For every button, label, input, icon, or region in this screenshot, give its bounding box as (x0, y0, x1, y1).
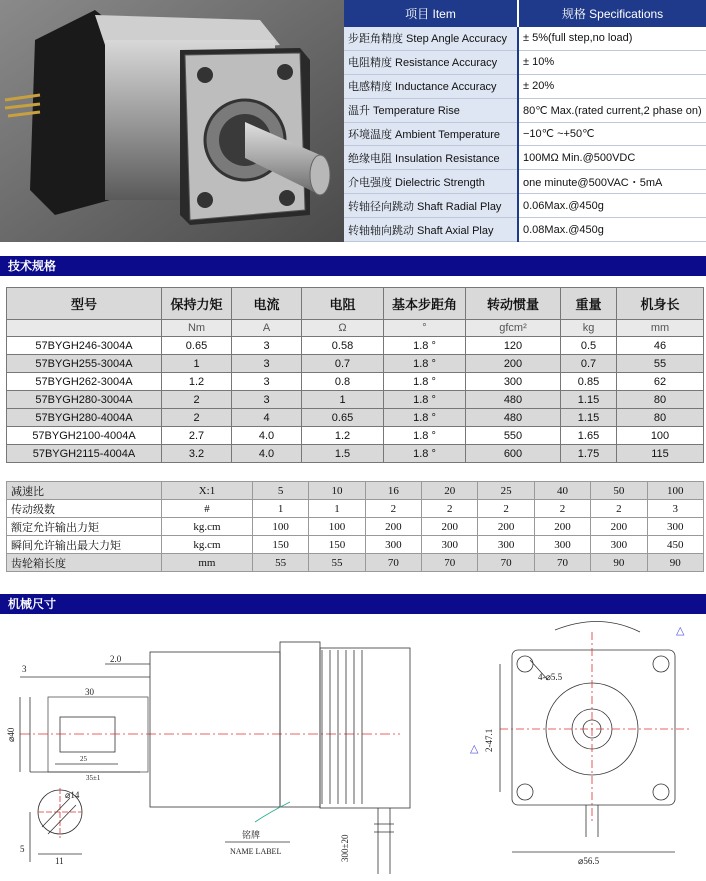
cell: X:1 (162, 482, 253, 500)
cell: 3 (232, 337, 302, 355)
motor-table (6, 287, 704, 463)
cell: 300 (647, 518, 704, 536)
cell: 80 (617, 391, 704, 409)
cell: 2 (591, 500, 647, 518)
cell: 100 (252, 518, 308, 536)
spec-value: ± 10% (518, 50, 706, 74)
label-cn: 铭牌 (242, 830, 261, 840)
cell: 0.65 (162, 337, 232, 355)
cell: 1 (309, 500, 365, 518)
specification-table (344, 0, 706, 242)
dim-25: 25 (80, 755, 87, 763)
spec-header-spec: 规格 Specifications (518, 0, 706, 27)
cell: 20 (422, 482, 478, 500)
table-row (7, 445, 704, 463)
spec-item: 转轴轴向跳动 Shaft Axial Play (344, 218, 518, 242)
table-row (7, 554, 704, 572)
unit-cell (7, 320, 162, 337)
unit-cell: ° (384, 320, 466, 337)
cell: 200 (478, 518, 534, 536)
cell: 1 (302, 391, 384, 409)
cell: 1.8 ° (384, 409, 466, 427)
spec-item: 步距角精度 Step Angle Accuracy (344, 27, 518, 51)
cell: 57BYGH262-3004A (7, 373, 162, 391)
cell: 550 (466, 427, 561, 445)
table-row (7, 409, 704, 427)
cell: 480 (466, 391, 561, 409)
cell: 1.15 (561, 409, 617, 427)
cell: 70 (422, 554, 478, 572)
front-view (470, 621, 690, 852)
row-label: 传动级数 (7, 500, 162, 518)
cell: 600 (466, 445, 561, 463)
cell: 1.8 ° (384, 445, 466, 463)
cell: 0.85 (561, 373, 617, 391)
cell: 5 (252, 482, 308, 500)
cell: 1.8 ° (384, 337, 466, 355)
cell: 3 (232, 355, 302, 373)
cell: 200 (466, 355, 561, 373)
spec-value: 0.06Max.@450g (518, 194, 706, 218)
unit-cell: Ω (302, 320, 384, 337)
cell: 0.7 (302, 355, 384, 373)
table-row (7, 391, 704, 409)
cell: 200 (534, 518, 590, 536)
table-row (7, 337, 704, 355)
cell: 1.2 (162, 373, 232, 391)
cell: 55 (252, 554, 308, 572)
cell: 300 (466, 373, 561, 391)
cell: 300 (365, 536, 421, 554)
cell: 4 (232, 409, 302, 427)
cell: 2 (162, 409, 232, 427)
product-photo (0, 0, 344, 242)
col-header: 电流 (232, 288, 302, 320)
cell: 57BYGH280-3004A (7, 391, 162, 409)
dim-5: 5 (20, 844, 25, 854)
cell: 2 (534, 500, 590, 518)
table-row (7, 536, 704, 554)
cell: 70 (534, 554, 590, 572)
cell: 1.8 ° (384, 427, 466, 445)
cell: 2 (162, 391, 232, 409)
cell: 3.2 (162, 445, 232, 463)
spec-item: 环境温度 Ambient Temperature (344, 122, 518, 146)
col-header: 基本步距角 (384, 288, 466, 320)
cell: # (162, 500, 253, 518)
gear-motor-image (0, 0, 344, 242)
motor-table-header (7, 288, 704, 320)
cell: 1.8 ° (384, 391, 466, 409)
cell: 57BYGH255-3004A (7, 355, 162, 373)
cell: 57BYGH280-4004A (7, 409, 162, 427)
spec-value: one minute@500VAC・5mA (518, 170, 706, 194)
unit-cell: Nm (162, 320, 232, 337)
spec-item: 温升 Temperature Rise (344, 98, 518, 122)
cell: 100 (309, 518, 365, 536)
dim-hole: 4-⌀5.5 (538, 672, 563, 682)
cell: 3 (647, 500, 704, 518)
cell: 70 (478, 554, 534, 572)
cell: 4.0 (232, 427, 302, 445)
cell: 1.15 (561, 391, 617, 409)
col-header: 型号 (7, 288, 162, 320)
cell: 150 (309, 536, 365, 554)
cell: 90 (647, 554, 704, 572)
spec-item: 电感精度 Inductance Accuracy (344, 74, 518, 98)
cell: 1 (162, 355, 232, 373)
row-label: 减速比 (7, 482, 162, 500)
cell: 90 (591, 554, 647, 572)
cell: 70 (365, 554, 421, 572)
row-label: 齿轮箱长度 (7, 554, 162, 572)
cell: 1.65 (561, 427, 617, 445)
cell: 46 (617, 337, 704, 355)
cell: 115 (617, 445, 704, 463)
cell: 200 (422, 518, 478, 536)
table-row (7, 482, 704, 500)
cell: 0.5 (561, 337, 617, 355)
cell: 120 (466, 337, 561, 355)
cell: 2 (365, 500, 421, 518)
spec-value: 100MΩ Min.@500VDC (518, 146, 706, 170)
table-row (7, 500, 704, 518)
cell: 0.8 (302, 373, 384, 391)
dim-47: 2-47.1 (484, 728, 494, 752)
spec-value: ± 20% (518, 74, 706, 98)
cell: 150 (252, 536, 308, 554)
cell: 300 (478, 536, 534, 554)
cell: 2 (478, 500, 534, 518)
cell: 40 (534, 482, 590, 500)
cell: kg.cm (162, 536, 253, 554)
spec-value: ± 5%(full step,no load) (518, 27, 706, 51)
table-row (7, 373, 704, 391)
cell: 1 (252, 500, 308, 518)
spec-item: 电阻精度 Resistance Accuracy (344, 50, 518, 74)
dim-11: 11 (55, 856, 64, 866)
cell: 1.75 (561, 445, 617, 463)
cell: 57BYGH2115-4004A (7, 445, 162, 463)
dim-40: ⌀40 (6, 727, 16, 742)
cell: 1.2 (302, 427, 384, 445)
spec-item: 介电强度 Dielectric Strength (344, 170, 518, 194)
col-header: 重量 (561, 288, 617, 320)
dim-35: 35±1 (86, 774, 101, 782)
cell: 55 (309, 554, 365, 572)
cell: 300 (591, 536, 647, 554)
table-row (7, 427, 704, 445)
spec-value: 0.08Max.@450g (518, 218, 706, 242)
spec-header-item: 项目 Item (344, 0, 518, 27)
cell: 16 (365, 482, 421, 500)
cell: 10 (309, 482, 365, 500)
cell: 4.0 (232, 445, 302, 463)
dim-300: 300±20 (340, 834, 350, 862)
cell: 57BYGH2100-4004A (7, 427, 162, 445)
unit-cell: mm (617, 320, 704, 337)
spec-item: 转轴径向跳动 Shaft Radial Play (344, 194, 518, 218)
spec-item: 绝缘电阻 Insulation Resistance (344, 146, 518, 170)
cell: 450 (647, 536, 704, 554)
cell: 200 (591, 518, 647, 536)
dim-56: ⌀56.5 (578, 856, 600, 866)
dim-2-0: 2.0 (110, 654, 122, 664)
motor-table-units (7, 320, 704, 337)
spec-value: 80℃ Max.(rated current,2 phase on) (518, 98, 706, 122)
dim-30: 30 (85, 687, 94, 697)
cell: kg.cm (162, 518, 253, 536)
cell: 57BYGH246-3004A (7, 337, 162, 355)
cell: 2.7 (162, 427, 232, 445)
cell: 300 (422, 536, 478, 554)
table-row (7, 355, 704, 373)
section-title-dimensions: 机械尺寸 (0, 594, 706, 614)
cell: 200 (365, 518, 421, 536)
warning-triangle-icon: △ (470, 743, 479, 755)
cell: mm (162, 554, 253, 572)
dim-14: ⌀14 (65, 790, 80, 800)
cell: 0.7 (561, 355, 617, 373)
cell: 3 (232, 391, 302, 409)
cell: 1.5 (302, 445, 384, 463)
cell: 55 (617, 355, 704, 373)
cell: 1.8 ° (384, 355, 466, 373)
col-header: 电阻 (302, 288, 384, 320)
unit-cell: A (232, 320, 302, 337)
cell: 480 (466, 409, 561, 427)
side-view (20, 642, 410, 874)
section-title-tech-spec: 技术规格 (0, 256, 706, 276)
unit-cell: gfcm² (466, 320, 561, 337)
cell: 0.58 (302, 337, 384, 355)
cell: 3 (232, 373, 302, 391)
warning-triangle-icon: △ (676, 625, 685, 637)
cell: 100 (647, 482, 704, 500)
col-header: 转动惯量 (466, 288, 561, 320)
cell: 2 (422, 500, 478, 518)
unit-cell: kg (561, 320, 617, 337)
mechanical-drawing (0, 612, 706, 881)
cell: 80 (617, 409, 704, 427)
table-row (7, 518, 704, 536)
cell: 0.65 (302, 409, 384, 427)
cell: 62 (617, 373, 704, 391)
dim-3: 3 (22, 664, 27, 674)
label-en: NAME LABEL (230, 847, 282, 856)
spec-value: −10℃ ~+50℃ (518, 122, 706, 146)
cell: 1.8 ° (384, 373, 466, 391)
cell: 100 (617, 427, 704, 445)
col-header: 保持力矩 (162, 288, 232, 320)
gearbox-table (6, 481, 704, 572)
row-label: 瞬间允许输出最大力矩 (7, 536, 162, 554)
cell: 50 (591, 482, 647, 500)
col-header: 机身长 (617, 288, 704, 320)
cell: 300 (534, 536, 590, 554)
row-label: 额定允许输出力矩 (7, 518, 162, 536)
cell: 25 (478, 482, 534, 500)
